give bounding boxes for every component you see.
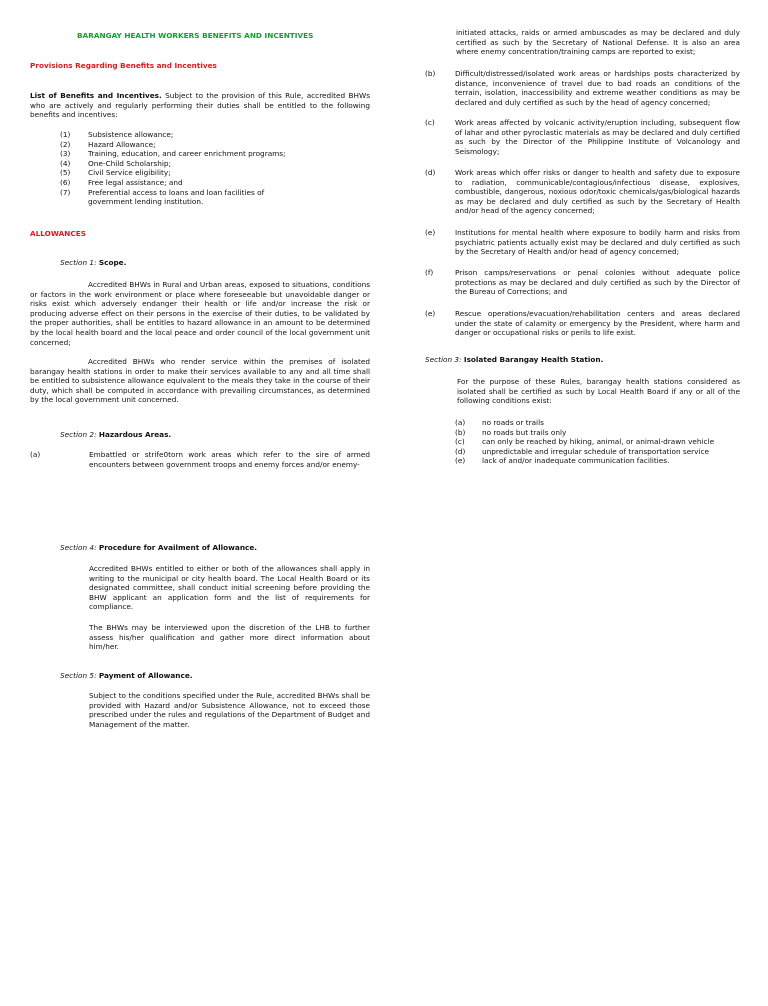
section2-item-a: (a) Embattled or strife0torn work areas which refer to the sire of armed encounters between government troops and enemy forces and/or enemy- [30,450,370,469]
section2-item-a-continued: initiated attacks, raids or armed ambuscades as may be declared and duly certified as such by the Secretary of National Defense. It is also an area where enemy concentration/training camps are reported to exist; [456,28,740,57]
list-item: (e) lack of and/or inadequate communication facilities. [455,456,670,466]
list-item: (a) no roads or trails [455,418,544,427]
section5-para1: Subject to the conditions specified under the Rule, accredited BHWs shall be provided with Hazard and/or Subsistence Allowance, not to exceed those prescribed under the rules and regulations of the Department of Budget and Management of the matter. [89,691,370,729]
section2-item-e2: (e) Rescue operations/evacuation/rehabilitation centers and areas declared under the state of calamity or emergency by the President, where harm and danger or occupational risks or perils to life exist. [425,309,740,338]
section4-para2: The BHWs may be interviewed upon the discretion of the LHB to further assess his/her qualification and gather more direct information about him/her. [89,623,370,652]
list-item: (c) can only be reached by hiking, animal, or animal-drawn vehicle [455,437,715,447]
list-item: (2) Hazard Allowance; [60,139,156,149]
document-title: BARANGAY HEALTH WORKERS BENEFITS AND INCENTIVES [77,31,314,40]
section2-item-f: (f) Prison camps/reservations or penal colonies without adequate police protections as may be declared and duly certified as such by the Director of the Bureau of Corrections; and [425,268,740,297]
section4-heading: Section 4: Procedure for Availment of Allowance. [60,543,258,552]
section1-heading: Section 1: Scope. [60,258,127,267]
section4-para1: Accredited BHWs entitled to either or both of the allowances shall apply in writing to the municipal or city health board. The Local Health Board or its designated committee, shall conduct initial screening before providing the BHW applicant an application form and the list of requirements for compliance. [89,564,370,612]
section3-heading: Section 3: Isolated Barangay Health Station. [425,355,604,364]
provisions-heading: Provisions Regarding Benefits and Incentives [30,61,217,70]
list-intro-bold: List of Benefits and Incentives. [30,91,162,100]
list-item: (3) Training, education, and career enrichment programs; [60,149,286,159]
list-intro [30,91,370,120]
list-intro-text: Subject to the provision of this Rule, accredited BHWs who are actively and regularly performing their duties shall be entitled to the following benefits and incentives: [30,91,370,120]
list-item: (b) no roads but trails only [455,427,567,437]
list-item: (1) Subsistence allowance; [60,130,174,139]
section2-heading: Section 2: Hazardous Areas. [60,430,172,439]
list-item: (4) One-Child Scholarship; [60,158,171,168]
section2-item-c: (c) Work areas affected by volcanic activity/eruption including, subsequent flow of lahar and other pyroclastic materials as may be declared and duly certified as such by the Director of the Philippine Institute of Volcanology and Seismology; [425,118,740,156]
section5-heading: Section 5: Payment of Allowance. [60,671,193,680]
section2-item-b: (b) Difficult/distressed/isolated work areas or hardships posts characterized by distance, inconvenience of travel due to bad roads an conditions of the terrain, isolation, inaccessibility and extreme weather conditions as may be declared and duly certified as such by the head of agency concerned; [425,69,740,107]
section1-para2: Accredited BHWs who render service within the premises of isolated barangay health stations in order to make their services available to any and all time shall be entitled to subsistence allowance equivalent to the meals they take in the course of their duty, which shall be computed in accordance with prevailing circumstances, as determined by the local government unit concerned. [30,357,370,405]
list-item: (5) Civil Service eligibility; [60,168,171,178]
section2-item-e: (e) Institutions for mental health where exposure to bodily harm and risks from psychiatric patients actually exist may be declared and duly certified as such by the Secretary of Health and/or head of agency concerned; [425,228,740,257]
section2-item-d: (d) Work areas which offer risks or danger to health and safety due to exposure to radiation, communicable/contagious/infectious disease, explosives, combustible, dangerous, noxious odor/toxic chemicals/gas/biological hazards as may be declared and duly certified as such by the Secretary of Health and/or head of the agency concerned; [425,168,740,216]
list-item: (6) Free legal assistance; and [60,177,183,187]
allowances-heading: ALLOWANCES [30,229,86,238]
section3-intro: For the purpose of these Rules, barangay health stations considered as isolated shall be certified as such by Local Health Board if any or all of the following conditions exist: [457,377,740,406]
list-item: (7) Preferential access to loans and loan facilities of government lending institution. [60,187,265,207]
section3-conditions [455,418,740,466]
list-item: (d) unpredictable and irregular schedule of transportation service [455,446,710,456]
section1-para1: Accredited BHWs in Rural and Urban areas, exposed to situations, conditions or factors in the work environment or place where foreseeable but unavoidable danger or risks exist which adversely endanger their health or life and/or increase the risk or producing adverse effect on their persons in the exercise of their duties, to be validated by the proper authorities, shall be entitles to hazard allowance in an amount to be determined by the local health board and the local peace and order council of the local government unit concerned; [30,280,370,347]
benefits-list [60,130,310,207]
